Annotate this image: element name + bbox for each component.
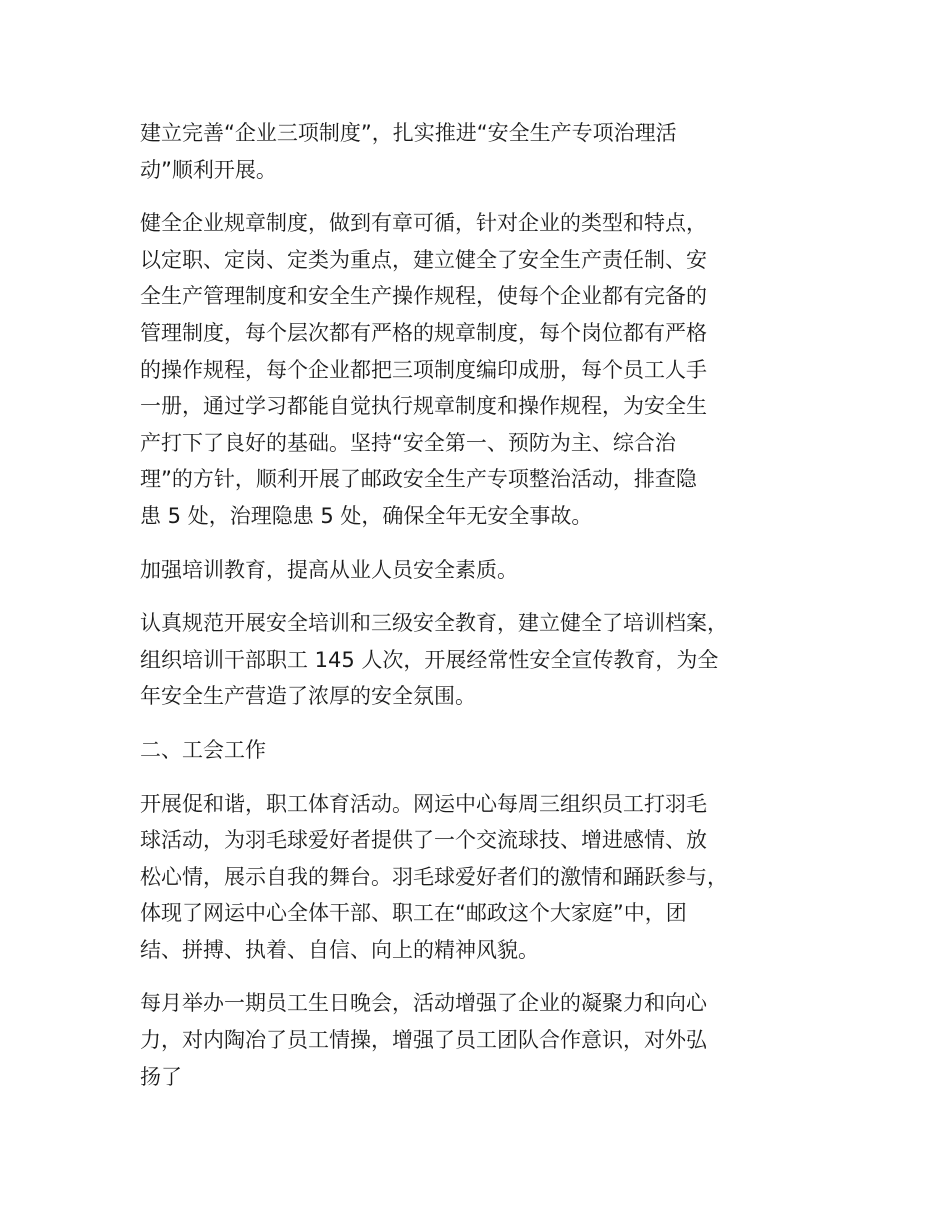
section-heading-union-work: 二、工会工作 — [140, 737, 266, 762]
document-body — [140, 115, 815, 1112]
paragraph-safety-system-heading: 建立完善“企业三项制度”，扎实推进“安全生产专项治理活 动”顺利开展。 — [140, 121, 677, 182]
paragraph-birthday-parties: 每月举办一期员工生日晚会，活动增强了企业的凝聚力和向心 力，对内陶冶了员工情操，增强了员工团队合作意识，对外弘 扬了 — [140, 991, 707, 1089]
paragraph-safety-rules: 健全企业规章制度，做到有章可循，针对企业的类型和特点， 以定职、定岗、定类为重点，建立健全了安全生产责任制、安 全生产管理制度和安全生产操作规程，使每个企业都有完备的 管理制度，每个层次都有严格的规章制度，每个岗位都有严格 的操作规程，每个企业都把三项制度编印成册，每个员工人手 一册，通过学习都能自觉执行规章制度和操作规程，为安全生 产打下了良好的基础。坚持“安全第一、预防为主、综合治 理”的方针，顺利开展了邮政安全生产专项整治活动，排查隐 患 5 处，治理隐患 5 处，确保全年无安全事故。 — [140, 211, 707, 528]
paragraph-sports-activities: 开展促和谐，职工体育活动。网运中心每周三组织员工打羽毛 球活动，为羽毛球爱好者提供了一个交流球技、增进感情、放 松心情，展示自我的舞台。羽毛球爱好者们的激情和踊跃参与， 体现了网运中心全体干部、职工在“邮政这个大家庭”中，团 结、拼搏、执着、自信、向上的精神风貌。 — [140, 791, 728, 962]
paragraph-training-heading: 加强培训教育，提高从业人员安全素质。 — [140, 557, 518, 582]
paragraph-training-details: 认真规范开展安全培训和三级安全教育，建立健全了培训档案， 组织培训干部职工 145 人次，开展经常性安全宣传教育，为全 年安全生产营造了浓厚的安全氛围。 — [140, 611, 728, 709]
